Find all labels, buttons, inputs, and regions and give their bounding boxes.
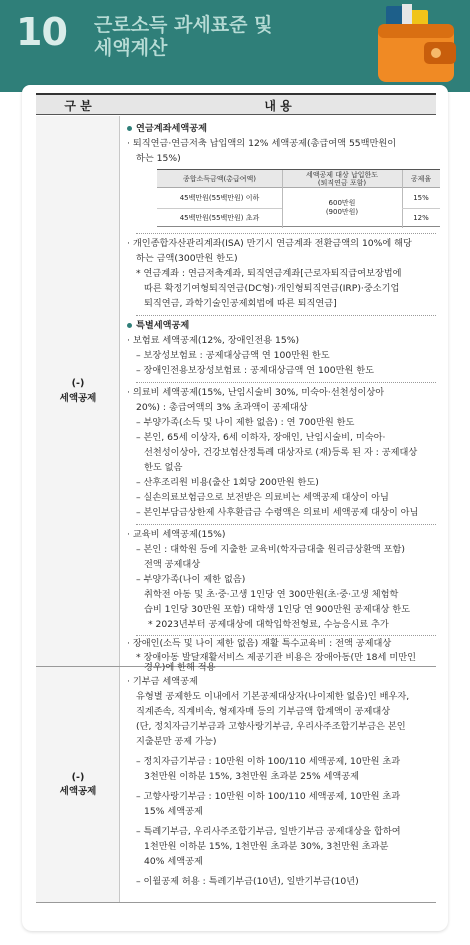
text-line: – 산후조리원 비용(출산 1회당 200만원 한도) [136,477,319,488]
text-line: 전액 공제대상 [144,559,201,570]
table-row [36,667,436,903]
text-line: – 본인부담금상한제 사후환급금 수령액은 의료비 세액공제 대상이 아님 [136,507,419,518]
text-line: · 퇴직연금·연금저축 납입액의 12% 세액공제(총급여액 55백만원이 [127,138,397,149]
row-category-cell [36,116,120,666]
mini-table-cell: 600만원 [328,199,356,207]
text-line: – 이월공제 허용 : 특례기부금(10년), 일반기부금(10년) [136,876,359,887]
mini-table-col1-header: 종합소득금액(총급여액) [182,175,257,183]
mini-table-col3-header: 공제율 [410,175,432,183]
divider [136,524,436,525]
section-heading: 연금계좌세액공제 [136,123,208,134]
row-label-text: 세액공제 [59,393,97,404]
text-line: 지출분만 공제 가능) [136,736,217,747]
text-line: – 장애인전용보장성보험료 : 공제대상금액 연 100만원 한도 [136,365,374,376]
text-line: 퇴직연금, 과학기술인공제회법에 따른 퇴직연금] [144,298,337,309]
chapter-number: 10 [16,10,67,54]
text-line: – 정치자금기부금 : 10만원 이하 100/110 세액공제, 10만원 초과 [136,756,401,767]
chapter-title [94,14,344,60]
text-line: (단, 정치자금기부금과 고향사랑기부금, 우리사주조합기부금은 본인 [136,721,406,732]
text-line: 유형별 공제한도 이내에서 기본공제대상자(나이제한 없음)인 배우자, [136,691,410,702]
mini-table-col2-header-sub: (퇴직연금 포함) [317,179,367,187]
text-line: 15% 세액공제 [144,806,203,817]
text-line: · 장애인(소득 및 나이 제한 없음) 재활 특수교육비 : 전액 공제대상 [127,638,392,649]
text-line: 20%) : 총급여액의 3% 초과액이 공제대상 [136,402,308,413]
text-line: – 본인, 65세 이상자, 6세 이하자, 장애인, 난임시술비, 미숙아· [136,432,386,443]
text-line: · 기부금 세액공제 [127,676,198,687]
mini-table-cell: 12% [413,214,429,222]
text-line: 선천성이상아, 건강보험산정특례 대상자로 (재)등록 된 자 : 공제대상 [144,447,418,458]
text-line: 하는 금액(300만원 한도) [136,253,238,264]
divider [136,315,436,316]
text-line: 습비 1인당 30만원 포함) 대학생 1인당 연 900만원 공제대상 한도 [144,604,411,615]
text-line: – 보장성보험료 : 공제대상금액 연 100만원 한도 [136,350,330,361]
mini-table-cell: 15% [413,194,429,202]
text-line: – 본인 : 대학원 등에 지출한 교육비(학자금대출 원리금상환액 포함) [136,544,405,555]
pension-limit-table [157,169,440,227]
text-line: 경우)에 한해 적용 [144,662,216,673]
text-line: – 고향사랑기부금 : 10만원 이하 100/110 세액공제, 10만원 초과 [136,791,401,802]
chapter-title-line1: 근로소득 과세표준 및 [94,14,273,36]
column-header-category: 구 분 [64,99,92,113]
mini-table-col2-header: 세액공제 대상 납입한도 [305,171,379,179]
page-header [0,0,470,92]
table-row [36,116,436,667]
content-card [22,85,448,931]
text-line: * 2023년부터 공제대상에 대학입학전형료, 수능응시료 추가 [148,619,389,630]
column-header-content: 내 용 [264,99,292,113]
text-line: – 부양가족(나이 제한 없음) [136,574,246,585]
text-line: 1천만원 이하분 15%, 1천만원 초과분 30%, 3천만원 초과분 [144,841,389,852]
text-line: – 특례기부금, 우리사주조합기부금, 일반기부금 공제대상을 합하여 [136,826,401,837]
row-label-text: 세액공제 [59,786,97,797]
text-line: · 보험료 세액공제(12%, 장애인전용 15%) [127,335,300,346]
text-line: 취학전 아동 및 초·중·고생 1인당 연 300만원(초·중·고생 체험학 [144,589,399,600]
text-line: · 의료비 세액공제(15%, 난임시술비 30%, 미숙아·선천성이상아 [127,387,385,398]
text-line: – 실손의료보험금으로 보전받은 의료비는 세액공제 대상이 아님 [136,492,389,503]
text-line: · 개인종합자산관리계좌(ISA) 만기시 연금계좌 전환금액의 10%에 해당 [127,238,412,249]
mini-table-cell: 45백만원(55백만원) 이하 [179,194,260,202]
text-line: · 교육비 세액공제(15%) [127,529,226,540]
text-line: * 연금계좌 : 연금저축계좌, 퇴직연금계좌[근로자퇴직급여보장법에 [136,268,402,279]
text-line: 하는 15%) [136,153,181,164]
row-label-sign: (-) [71,772,85,783]
text-line: 한도 없음 [144,462,183,473]
row-label-sign: (-) [71,378,85,389]
wallet-icon [372,4,462,88]
text-line: 3천만원 이하분 15%, 3천만원 초과분 25% 세액공제 [144,771,359,782]
section-heading: 특별세액공제 [136,320,190,331]
text-line: * 장애아동 발달재활서비스 제공기관 비용은 장애아동(만 18세 미만인 [136,652,416,663]
divider [136,382,436,383]
text-line: – 부양가족(소득 및 나이 제한 없음) : 연 700만원 한도 [136,417,355,428]
divider [136,233,436,234]
text-line: 직계존속, 직계비속, 형제자매 등의 기부금액 합계액이 공제대상 [136,706,391,717]
divider [136,635,436,636]
table-header [36,93,436,115]
row-category-cell [36,667,120,902]
mini-table-cell: (900만원) [325,208,359,216]
chapter-title-line2: 세액계산 [94,37,168,59]
text-line: 따른 확정기여형퇴직연금(DC형)·개인형퇴직연금(IRP)·중소기업 [144,283,400,294]
text-line: 40% 세액공제 [144,856,203,867]
mini-table-cell: 45백만원(55백만원) 초과 [179,214,260,222]
